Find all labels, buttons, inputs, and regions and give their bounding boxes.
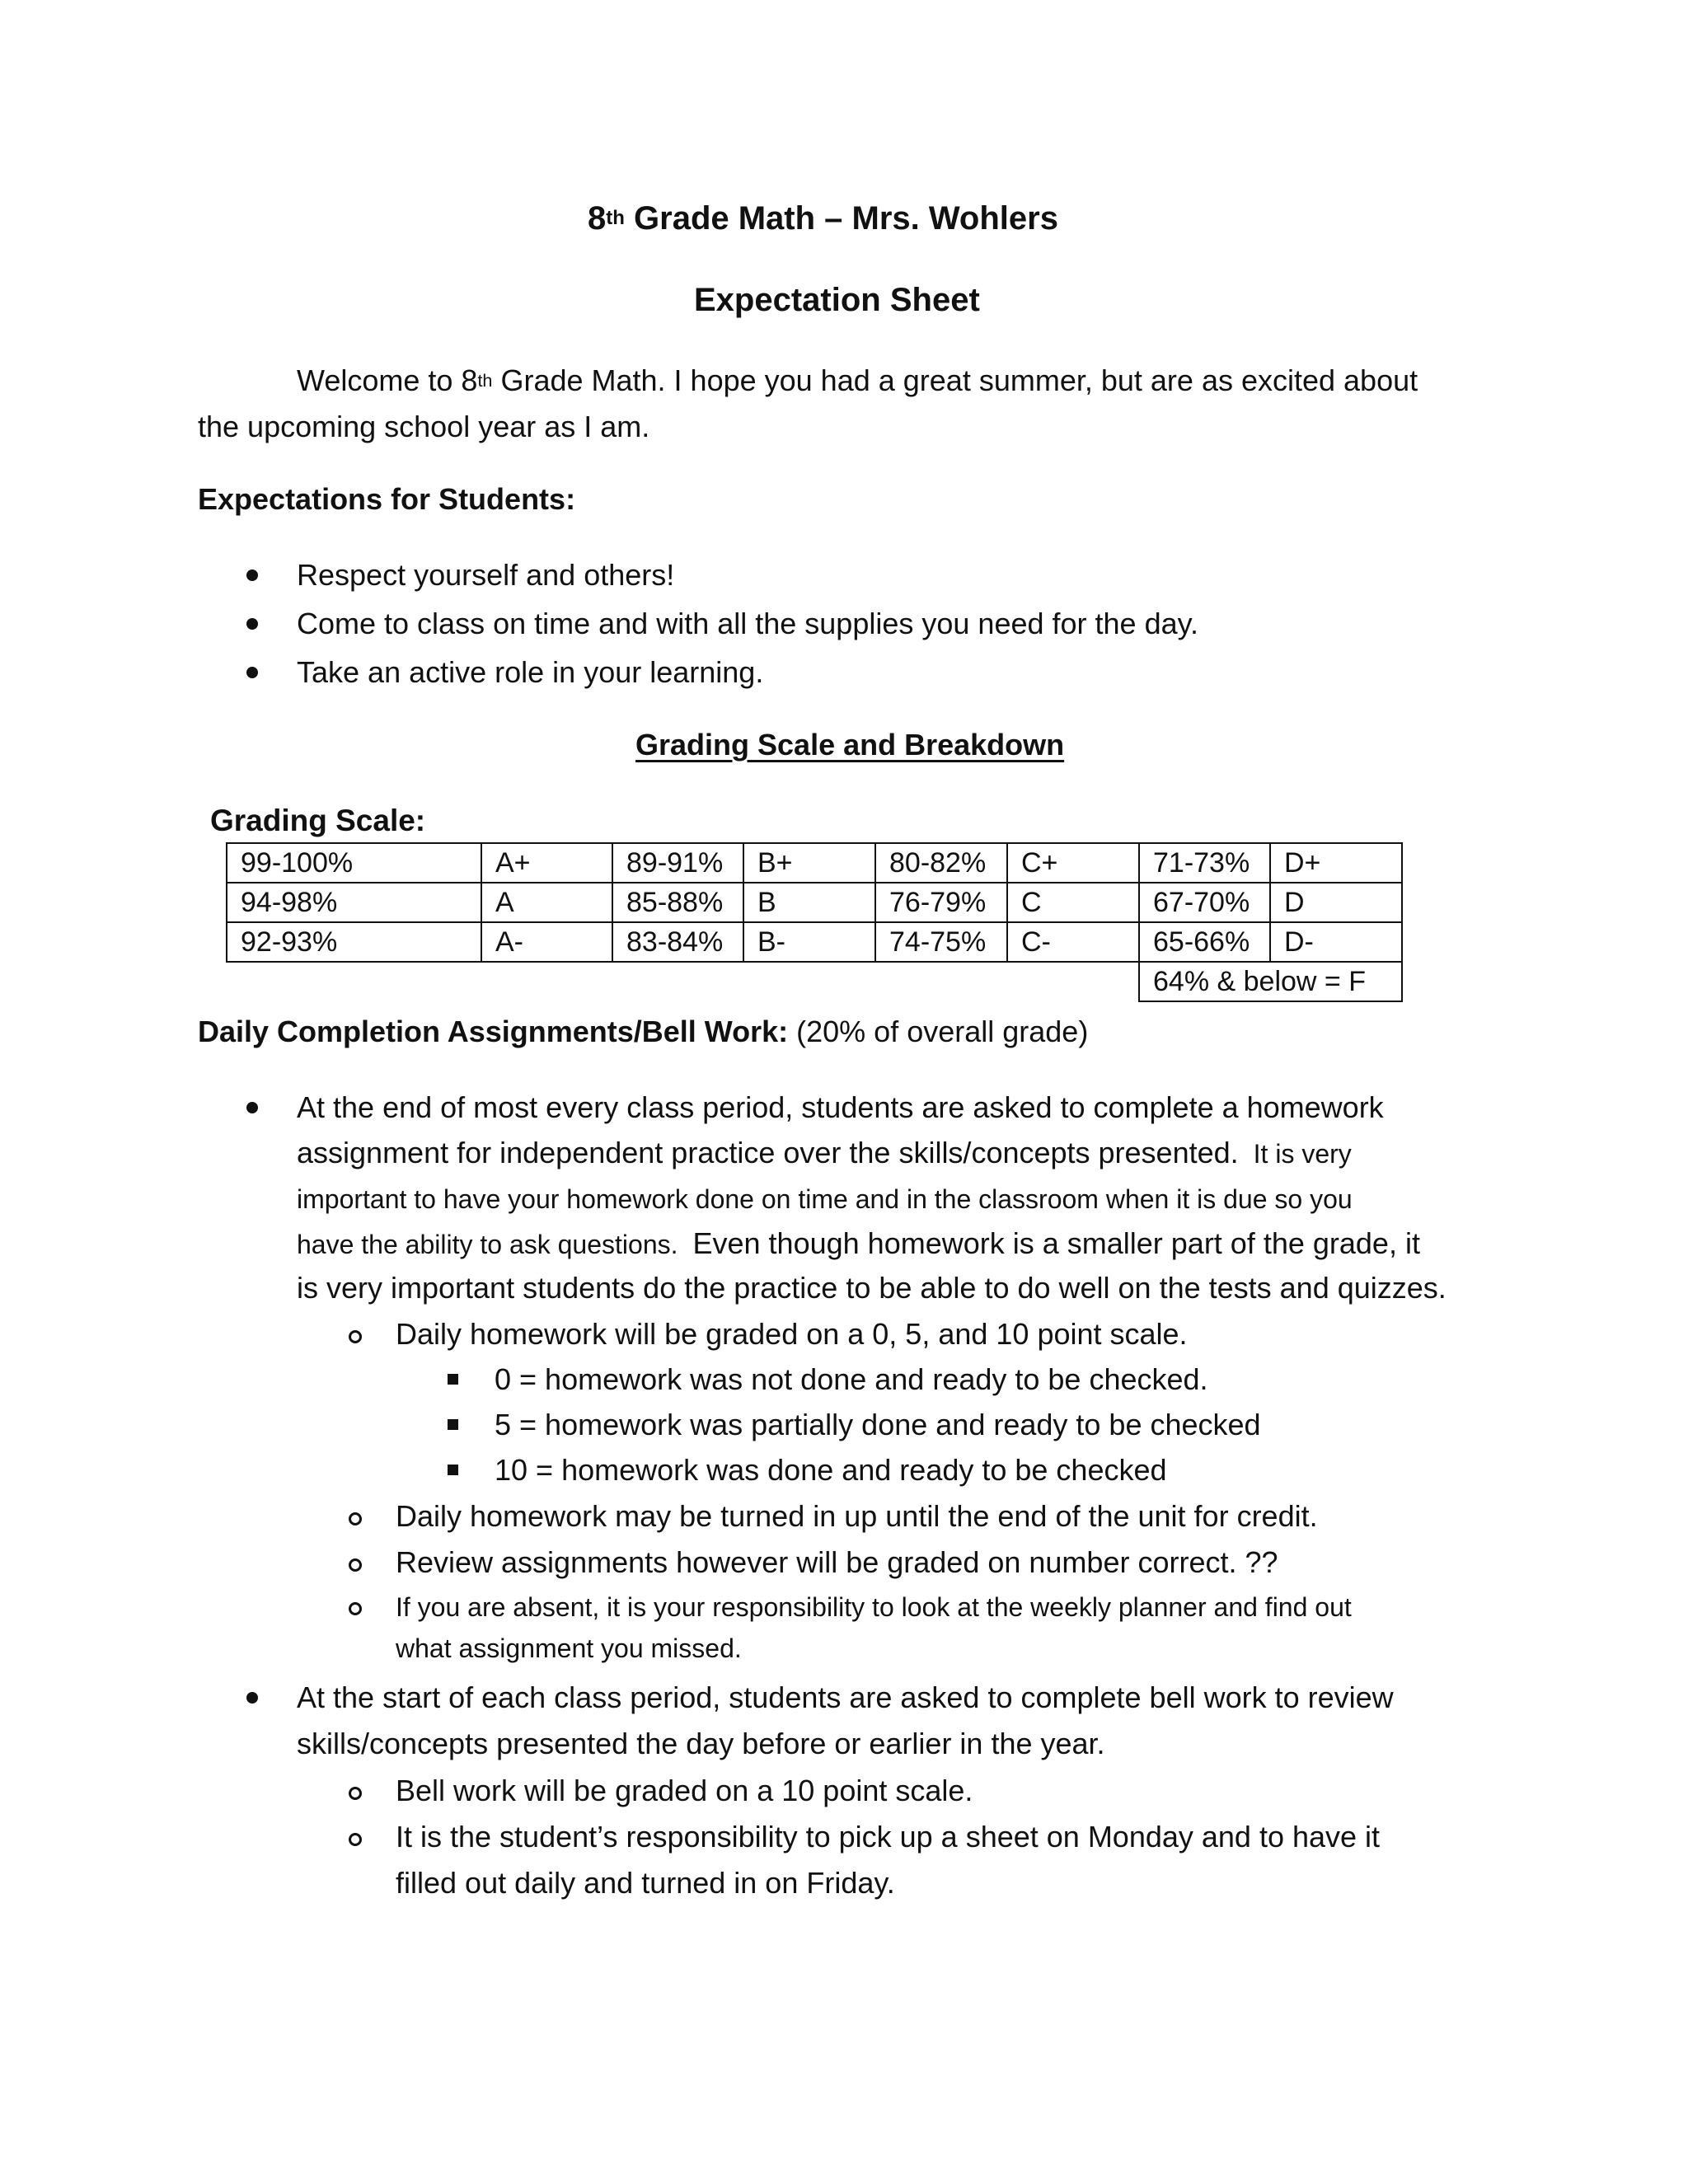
bell-line: skills/concepts presented the day before or earlier in the year. [297,1727,1105,1760]
sub-bullet-icon [349,1512,362,1526]
table-cell: A+ [481,843,612,883]
welcome-line-1 [297,363,1418,403]
grading-scale-label: Grading Scale: [210,804,426,837]
bullet-icon [246,667,258,678]
sub-bullet-icon [349,1330,362,1343]
square-bullet-icon [448,1465,458,1475]
homework-sub-item: If you are absent, it is your responsibility to look at the weekly planner and find out [396,1592,1352,1622]
bell-sub-item-cont: filled out daily and turned in on Friday. [396,1866,895,1900]
homework-sub-item: Daily homework will be graded on a 0, 5, and 10 point scale. [396,1317,1188,1351]
table-row [227,843,1402,883]
homework-line: At the end of most every class period, students are asked to complete a homework [297,1090,1384,1124]
table-cell: 92-93% [227,922,481,962]
welcome-sup: th [477,369,493,391]
table-row [227,922,1402,962]
table-cell: A [481,883,612,922]
welcome-text-a: Welcome to 8 [297,363,478,397]
table-spacer [227,962,1139,1001]
homework-text: assignment for independent practice over the skills/concepts presented. [297,1136,1239,1169]
daily-heading: Daily Completion Assignments/Bell Work: [198,1015,789,1048]
homework-sub-item: Daily homework may be turned in up until the end of the unit for credit. [396,1499,1318,1533]
table-cell: 71-73% [1139,843,1270,883]
table-cell: 94-98% [227,883,481,922]
title-grade-number: 8 [588,200,607,237]
table-cell: 85-88% [612,883,743,922]
bell-sub-item: It is the student’s responsibility to pick up a sheet on Monday and to have it [396,1820,1381,1854]
title-rest: Grade Math – Mrs. Wohlers [624,200,1058,237]
grading-section-heading: Grading Scale and Breakdown [635,728,1065,762]
homework-text-small: have the ability to ask questions. [297,1230,678,1259]
sub-bullet-icon [349,1787,362,1800]
table-cell: 74-75% [875,922,1007,962]
table-cell: 80-82% [875,843,1007,883]
table-cell: 76-79% [875,883,1007,922]
table-cell: 83-84% [612,922,743,962]
homework-line: important to have your homework done on time and in the classroom when it is due so you [297,1184,1353,1214]
bullet-icon [246,618,258,630]
page-title [588,200,1058,241]
square-bullet-icon [448,1419,458,1430]
table-cell: B [743,883,875,922]
table-cell: C- [1007,922,1139,962]
expectation-item: Respect yourself and others! [297,558,675,592]
table-cell: D+ [1270,843,1402,883]
bullet-icon [246,1102,258,1113]
bullet-icon [246,1692,258,1704]
homework-sub-item: Review assignments however will be graded on number correct. ?? [396,1545,1278,1579]
sub-bullet-icon [349,1602,362,1615]
homework-sub-item-cont: what assignment you missed. [396,1633,742,1663]
table-row [227,883,1402,922]
daily-weight: (20% of overall grade) [788,1015,1089,1048]
table-row [227,962,1402,1001]
table-cell: C [1007,883,1139,922]
scale-item: 0 = homework was not done and ready to be checked. [495,1362,1208,1396]
homework-line: is very important students do the practice to be able to do well on the tests and quizzes. [297,1271,1447,1305]
welcome-line-2: the upcoming school year as I am. [198,410,650,443]
failing-grade-cell: 64% & below = F [1139,962,1402,1001]
daily-heading-line [198,1014,1088,1050]
scale-item: 5 = homework was partially done and ready to be checked [495,1408,1261,1441]
bell-sub-item: Bell work will be graded on a 10 point scale. [396,1774,973,1807]
homework-line [297,1135,1352,1172]
expectation-item: Come to class on time and with all the supplies you need for the day. [297,607,1198,640]
table-cell: C+ [1007,843,1139,883]
welcome-text-b: Grade Math. I hope you had a great summer, but are as excited about [492,363,1418,397]
bullet-icon [246,569,258,581]
table-cell: 65-66% [1139,922,1270,962]
table-cell: A- [481,922,612,962]
sub-bullet-icon [349,1558,362,1572]
expectation-item: Take an active role in your learning. [297,655,764,689]
scale-item: 10 = homework was done and ready to be checked [495,1453,1167,1487]
expectations-heading: Expectations for Students: [198,482,576,516]
table-cell: B+ [743,843,875,883]
bell-line: At the start of each class period, students are asked to complete bell work to review [297,1680,1394,1714]
sub-bullet-icon [349,1833,362,1846]
table-cell: B- [743,922,875,962]
table-cell: 99-100% [227,843,481,883]
table-cell: 67-70% [1139,883,1270,922]
title-grade-suffix: th [606,207,625,229]
homework-text-small: It is very [1253,1139,1352,1169]
table-cell: D [1270,883,1402,922]
square-bullet-icon [448,1374,458,1385]
homework-line [297,1226,1420,1263]
homework-text: Even though homework is a smaller part of the grade, it [692,1226,1420,1260]
table-cell: D- [1270,922,1402,962]
grading-scale-table [226,842,1403,1002]
page-subtitle: Expectation Sheet [694,282,980,318]
table-cell: 89-91% [612,843,743,883]
